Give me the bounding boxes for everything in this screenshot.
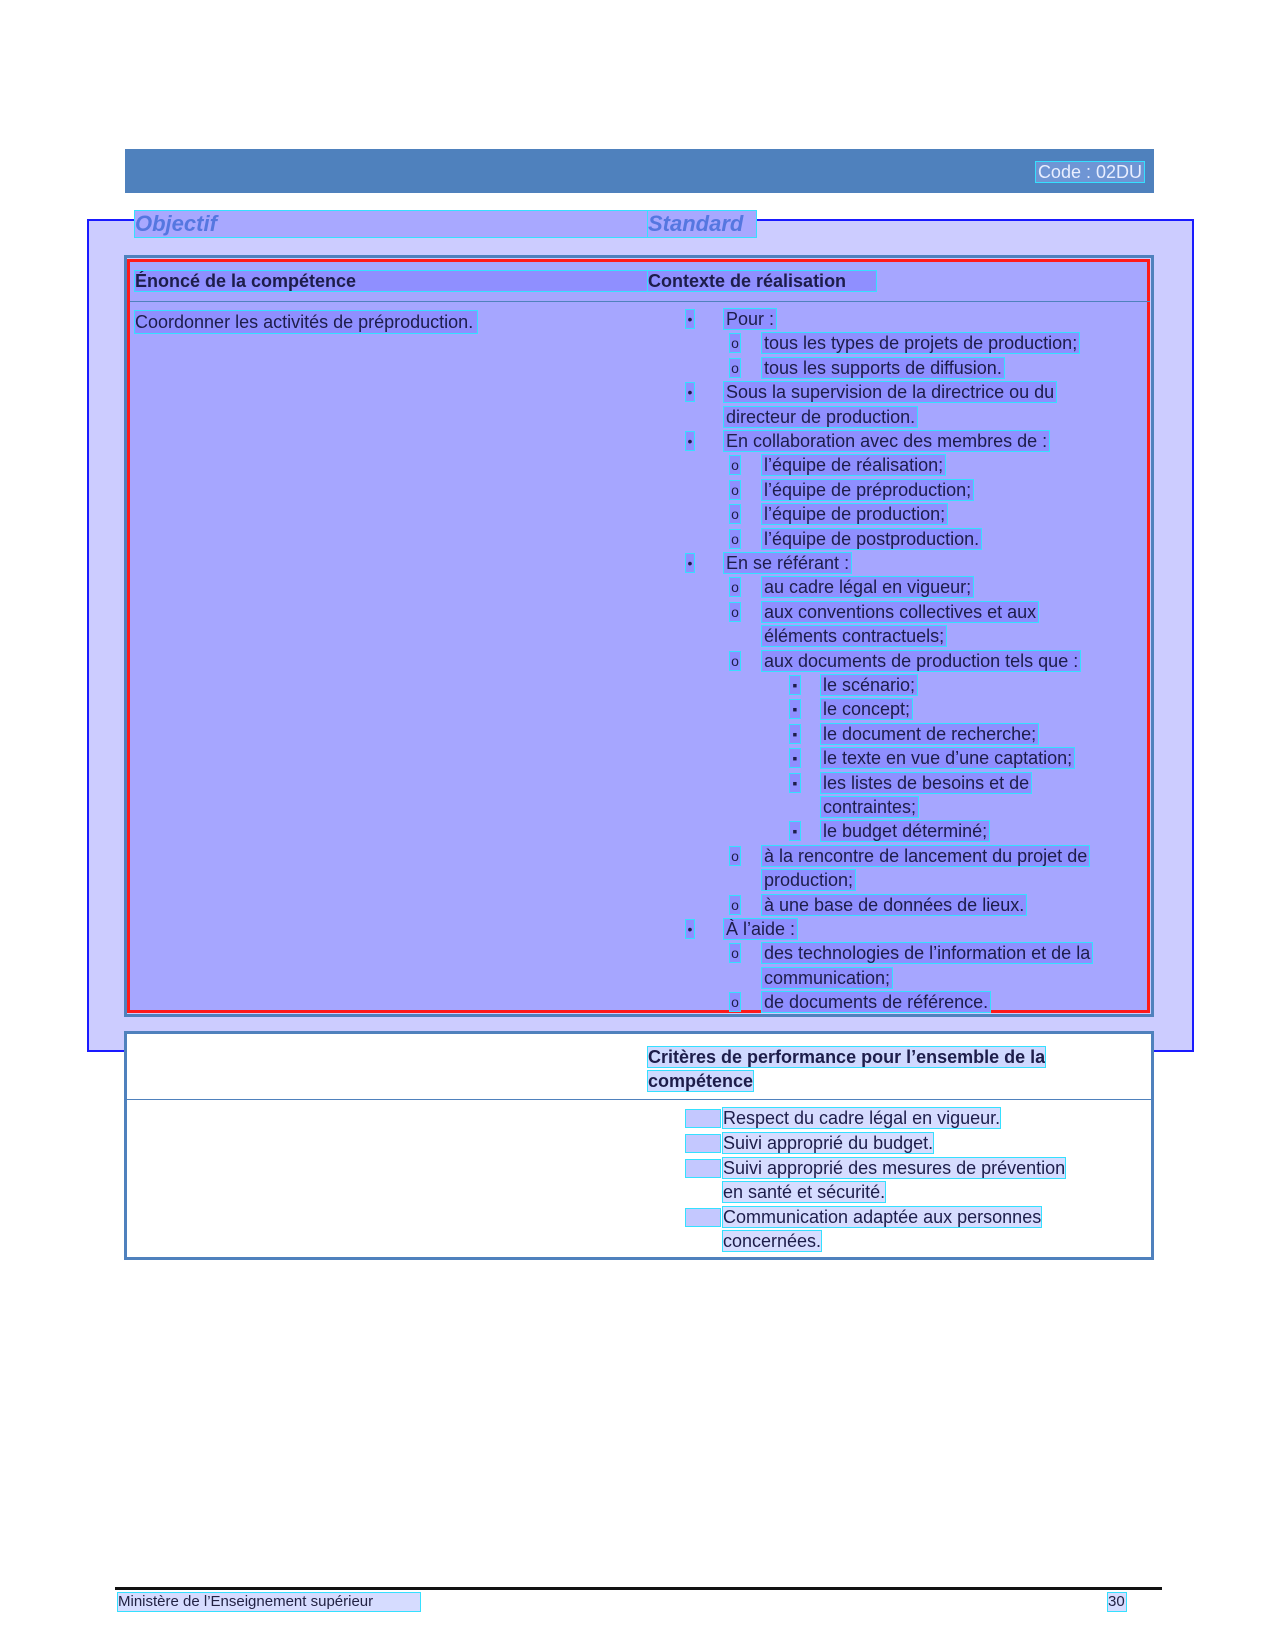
context-item — [724, 551, 851, 575]
context-item-text: contraintes; — [823, 797, 917, 817]
context-item-text: l’équipe de postproduction. — [764, 529, 980, 549]
criteria-item — [723, 1156, 1128, 1180]
context-item — [724, 917, 797, 941]
heading-standard: Standard — [648, 211, 756, 237]
context-item-text: à la rencontre de lancement du projet de — [764, 846, 1088, 866]
sub-bullet-icon: o — [731, 482, 739, 498]
context-item — [821, 795, 918, 819]
context-item-text: le document de recherche; — [823, 724, 1037, 744]
context-item-text: au cadre légal en vigueur; — [764, 577, 972, 597]
context-item — [762, 356, 1004, 380]
sub-bullet-icon: o — [731, 335, 739, 351]
context-item-text: les listes de besoins et de — [823, 773, 1030, 793]
square-bullet-icon: ▪ — [790, 700, 800, 718]
square-bullet-icon: ▪ — [790, 822, 800, 840]
header-divider — [130, 301, 1150, 302]
criteria-item-text: Suivi approprié du budget. — [723, 1133, 934, 1153]
context-item — [762, 331, 1079, 355]
sub-bullet-icon: o — [731, 360, 739, 376]
context-item-text: à une base de données de lieux. — [764, 895, 1025, 915]
context-item-text: l’équipe de réalisation; — [764, 455, 944, 475]
header-bar — [122, 149, 1154, 193]
context-item — [762, 893, 1026, 917]
criteria-item — [723, 1180, 1128, 1204]
competency-code: Code : 02DU — [1037, 162, 1142, 182]
context-item — [762, 575, 973, 599]
context-item — [762, 990, 990, 1014]
context-item-text: le concept; — [823, 699, 911, 719]
context-item-text: tous les supports de diffusion. — [764, 358, 1002, 378]
bullet-icon: • — [687, 433, 693, 449]
criteria-header-line1: Critères de performance pour l’ensemble de la — [648, 1047, 1046, 1067]
bullet-icon — [686, 1135, 720, 1152]
context-item-text: Pour : — [726, 309, 775, 329]
context-item — [762, 527, 981, 551]
context-item-text: aux conventions collectives et aux — [764, 602, 1037, 622]
context-item-text: de documents de référence. — [764, 992, 989, 1012]
bullet-icon — [686, 1110, 720, 1127]
context-item — [762, 453, 945, 477]
footer-rule — [115, 1587, 1162, 1590]
sub-bullet-icon: o — [731, 848, 739, 864]
context-item — [762, 478, 973, 502]
context-item-text: directeur de production. — [726, 407, 916, 427]
square-bullet-icon: ▪ — [790, 774, 800, 792]
context-item — [724, 380, 1056, 404]
context-item — [821, 697, 912, 721]
square-bullet-icon: ▪ — [790, 676, 800, 694]
context-item — [724, 307, 776, 331]
sub-bullet-icon: o — [731, 994, 739, 1010]
context-item — [762, 600, 1038, 624]
sub-bullet-icon: o — [731, 897, 739, 913]
sub-bullet-icon: o — [731, 579, 739, 595]
context-item — [762, 649, 1080, 673]
context-item — [821, 673, 917, 697]
context-item — [762, 844, 1089, 868]
context-item — [724, 429, 1049, 453]
criteria-header — [648, 1045, 1106, 1093]
context-item-text: Sous la supervision de la directrice ou du — [726, 382, 1055, 402]
sub-bullet-icon: o — [731, 506, 739, 522]
square-bullet-icon: ▪ — [790, 725, 800, 743]
criteria-item-text: en santé et sécurité. — [723, 1182, 886, 1202]
competency-statement: Coordonner les activités de préproduction. — [135, 311, 477, 333]
context-item-text: aux documents de production tels que : — [764, 651, 1079, 671]
heading-objectif: Objectif — [135, 211, 648, 237]
bullet-icon — [686, 1209, 720, 1226]
criteria-item — [723, 1205, 1128, 1229]
col-header-contexte: Contexte de réalisation — [648, 271, 876, 291]
footer-ministry: Ministère de l’Enseignement supérieur — [118, 1593, 420, 1611]
criteria-item — [723, 1229, 1128, 1253]
context-item — [762, 941, 1092, 965]
context-item-text: En se référant : — [726, 553, 850, 573]
context-item-text: éléments contractuels; — [764, 626, 945, 646]
context-item-text: le texte en vue d’une captation; — [823, 748, 1073, 768]
context-item-text: l’équipe de production; — [764, 504, 946, 524]
bullet-icon: • — [687, 311, 693, 327]
context-item-text: des technologies de l’information et de la — [764, 943, 1091, 963]
sub-bullet-icon: o — [731, 531, 739, 547]
criteria-item-text: Communication adaptée aux personnes — [723, 1207, 1042, 1227]
context-item — [762, 966, 892, 990]
criteria-item — [723, 1106, 1128, 1130]
context-item-text: À l’aide : — [726, 919, 796, 939]
bullet-icon — [686, 1160, 720, 1177]
context-item-text: En collaboration avec des membres de : — [726, 431, 1048, 451]
bullet-icon: • — [687, 555, 693, 571]
context-item — [762, 624, 946, 648]
criteria-header-line2: compétence — [648, 1071, 754, 1091]
page-number: 30 — [1108, 1593, 1125, 1610]
context-item — [821, 722, 1038, 746]
bullet-icon: • — [687, 384, 693, 400]
bullet-icon: • — [687, 921, 693, 937]
context-item-text: l’équipe de préproduction; — [764, 480, 972, 500]
col-header-enonce: Énoncé de la compétence — [135, 271, 648, 291]
sub-bullet-icon: o — [731, 653, 739, 669]
criteria-item-text: Respect du cadre légal en vigueur. — [723, 1108, 1001, 1128]
criteria-item-text: Suivi approprié des mesures de prévention — [723, 1158, 1066, 1178]
context-item — [724, 405, 917, 429]
context-item-text: communication; — [764, 968, 891, 988]
context-item — [762, 868, 855, 892]
sub-bullet-icon: o — [731, 945, 739, 961]
sub-bullet-icon: o — [731, 457, 739, 473]
context-item — [821, 771, 1031, 795]
sub-bullet-icon: o — [731, 604, 739, 620]
criteria-divider — [127, 1099, 1151, 1100]
criteria-item-text: concernées. — [723, 1231, 822, 1251]
context-item-text: production; — [764, 870, 854, 890]
context-item-text: tous les types de projets de production; — [764, 333, 1078, 353]
square-bullet-icon: ▪ — [790, 749, 800, 767]
context-item — [821, 819, 989, 843]
context-item-text: le scénario; — [823, 675, 916, 695]
criteria-item — [723, 1131, 1128, 1155]
context-item — [762, 502, 947, 526]
context-item — [821, 746, 1074, 770]
context-item-text: le budget déterminé; — [823, 821, 988, 841]
